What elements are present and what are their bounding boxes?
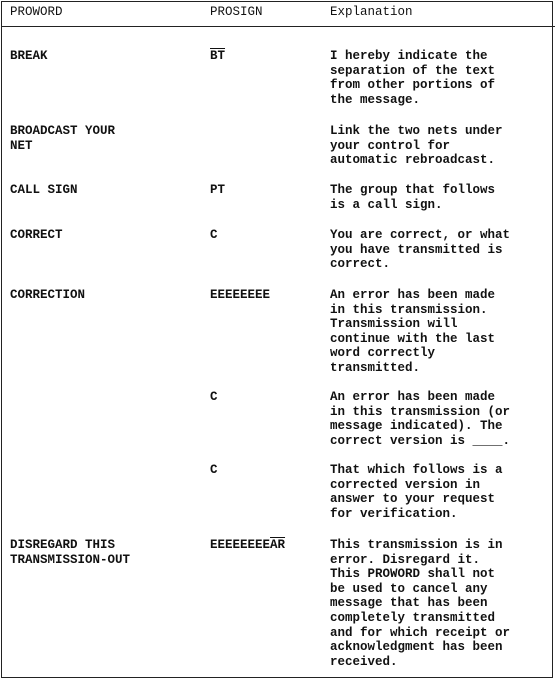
prosign-text: EEEEEEEE — [210, 538, 271, 552]
prosign-cell — [210, 538, 320, 553]
header-proword: PROWORD — [10, 5, 63, 19]
proword-cell: CORRECT — [10, 228, 63, 242]
prosign-text: C — [210, 390, 218, 404]
explanation-cell: Link the two nets under your control for automatic rebroadcast. — [330, 124, 503, 168]
prosign-cell — [210, 183, 320, 198]
prosign-text: PT — [210, 183, 226, 197]
explanation-cell: You are correct, or what you have transmitted is correct. — [330, 228, 511, 272]
prosign-overlined-text: $\overline{AR}$ — [270, 538, 286, 552]
proword-cell: DISREGARD THIS TRANSMISSION-OUT — [10, 538, 131, 567]
explanation-cell: An error has been made in this transmission (or message indicated). The correct version is ____. — [330, 390, 511, 448]
prosign-cell — [210, 228, 320, 243]
explanation-cell: I hereby indicate the separation of the text from other portions of the message. — [330, 49, 496, 107]
prosign-cell — [210, 288, 320, 303]
prosign-cell — [210, 463, 320, 478]
prosign-text: C — [210, 463, 218, 477]
explanation-cell: This transmission is in error. Disregard it. This PROWORD shall not be used to cancel any message that has been completely transmitted and for which receipt or acknowledgment has been received. — [330, 538, 511, 669]
proword-cell: BROADCAST YOUR NET — [10, 124, 116, 153]
header-prosign: PROSIGN — [210, 5, 263, 19]
explanation-cell: An error has been made in this transmission. Transmission will continue with the last word correctly transmitted. — [330, 288, 496, 375]
prosign-cell — [210, 390, 320, 405]
proword-cell: CALL SIGN — [10, 183, 78, 197]
prosign-text: C — [210, 228, 218, 242]
header-explanation: Explanation — [330, 5, 413, 19]
proword-cell: CORRECTION — [10, 288, 86, 302]
explanation-cell: That which follows is a corrected version in answer to your request for verification. — [330, 463, 503, 521]
proword-cell: BREAK — [10, 49, 48, 63]
header-divider — [1, 26, 555, 27]
prosign-text: EEEEEEEE — [210, 288, 271, 302]
prosign-cell — [210, 49, 320, 64]
explanation-cell: The group that follows is a call sign. — [330, 183, 496, 212]
prosign-overlined-text: $\overline{BT}$ — [210, 49, 226, 63]
